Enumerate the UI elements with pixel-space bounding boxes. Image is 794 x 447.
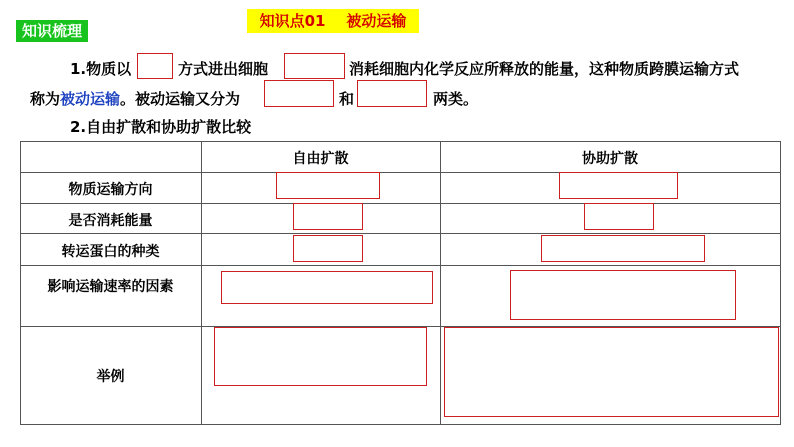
answer-free-examples[interactable] bbox=[214, 327, 427, 386]
answer-facilitated-protein[interactable] bbox=[541, 235, 705, 262]
answer-facilitated-energy[interactable] bbox=[584, 203, 654, 230]
answer-free-rate-factors[interactable] bbox=[221, 271, 433, 304]
answer-free-protein[interactable] bbox=[293, 235, 363, 262]
row-label-direction: 物质运输方向 bbox=[68, 182, 153, 198]
row-label-examples: 举例 bbox=[96, 369, 125, 385]
blank-2[interactable] bbox=[284, 53, 345, 79]
para1-text-3: 消耗细胞内化学反应所释放的能量，这种物质跨膜运输方式 bbox=[349, 60, 740, 78]
answer-facilitated-examples[interactable] bbox=[444, 327, 779, 417]
answer-facilitated-rate-factors[interactable] bbox=[510, 270, 736, 320]
col-header-facilitated-diffusion: 协助扩散 bbox=[582, 151, 638, 167]
para1-text-5: 。被动运输又分为 bbox=[120, 90, 241, 108]
blank-4[interactable] bbox=[357, 80, 427, 107]
para1-line2 bbox=[30, 89, 240, 109]
para1-text-4: 称为 bbox=[30, 90, 61, 108]
para1-text-6: 和 bbox=[339, 90, 355, 108]
col-header-free-diffusion: 自由扩散 bbox=[292, 151, 349, 167]
knowledge-point-title: 知识点01 被动运输 bbox=[247, 9, 419, 33]
row-label-rate-factors: 影响运输速率的因素 bbox=[47, 279, 174, 295]
para1-text-7: 两类。 bbox=[433, 90, 479, 108]
para1-text-1: 1.物质以 bbox=[70, 60, 132, 78]
answer-facilitated-direction[interactable] bbox=[559, 172, 678, 199]
section2-title: 2.自由扩散和协助扩散比较 bbox=[70, 118, 252, 136]
section-tag: 知识梳理 bbox=[16, 20, 88, 42]
answer-free-direction[interactable] bbox=[276, 172, 380, 199]
blank-1[interactable] bbox=[137, 53, 173, 79]
row-label-protein-type: 转运蛋白的种类 bbox=[61, 244, 160, 260]
blank-3[interactable] bbox=[264, 80, 334, 107]
answer-free-energy[interactable] bbox=[293, 203, 363, 230]
row-label-energy: 是否消耗能量 bbox=[68, 213, 153, 229]
term-passive-transport: 被动运输 bbox=[60, 90, 121, 108]
para1-text-2: 方式进出细胞 bbox=[178, 60, 269, 78]
